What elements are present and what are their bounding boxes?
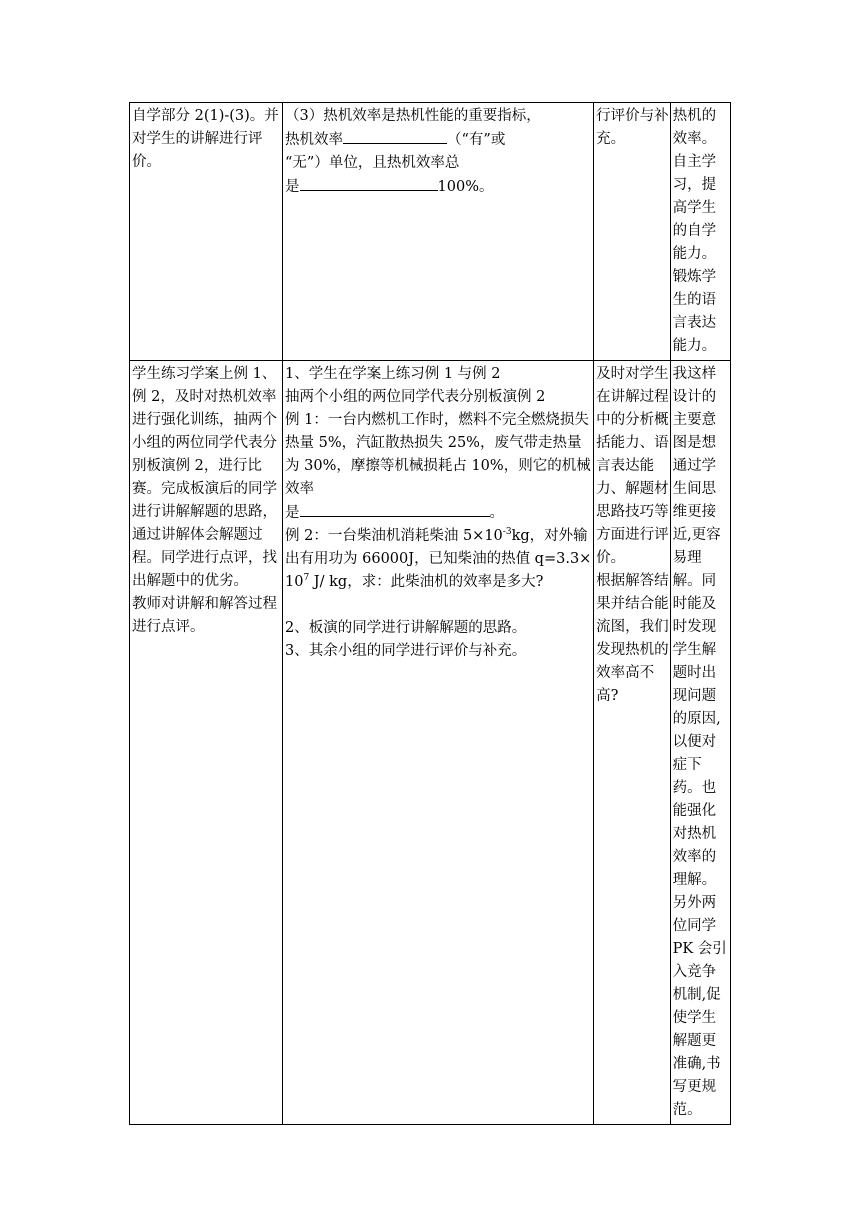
step-3-text: 3、其余小组的同学进行评价与补充。 xyxy=(285,643,527,659)
table-row xyxy=(130,361,731,1125)
evaluation-text: 行评价与补充。 xyxy=(596,108,669,147)
question-3-suffix: 100%。 xyxy=(437,179,494,195)
design-intent-cell xyxy=(670,103,730,361)
answer-blank xyxy=(300,175,438,191)
teacher-activity-text: 教师对讲解和解答过程进行点评。 xyxy=(132,596,277,635)
answer-blank xyxy=(300,501,490,517)
evaluation-cell xyxy=(594,361,671,1125)
evaluation-question: 根据解答结果并结合能流图，我们发现热机的效率高不高? xyxy=(596,573,669,704)
step-1-text: 1、学生在学案上练习例 1 与例 2 xyxy=(285,366,501,382)
question-3-text: （3）热机效率是热机性能的重要指标， xyxy=(285,108,541,124)
step-1-detail: 抽两个小组的两位同学代表分别板演例 2 xyxy=(285,389,546,405)
teacher-activity-text: 自学部分 2(1)-(3)。并对学生的讲解进行评价。 xyxy=(132,108,279,170)
teacher-activity-cell xyxy=(130,103,283,361)
student-activity-cell xyxy=(283,103,594,361)
example-1-text: 例 1：一台内燃机工作时，燃料不完全燃烧损失热量 5%，汽缸散热损失 25%，废气带走热量为 30%，摩擦等机械损耗占 10%，则它的机械效率 xyxy=(285,412,591,497)
example-1-answer-suffix: 。 xyxy=(489,505,505,521)
lesson-plan-table xyxy=(129,102,731,1125)
question-3-suffix: （“有”或 xyxy=(447,132,506,148)
design-intent-text: 热机的效率。自主学习，提高学生的自学能力。锻炼学生的语言表达能力。 xyxy=(672,108,717,354)
evaluation-cell xyxy=(594,103,671,361)
design-intent-text: 我这样设计的主要意图是想通过学生间思维更接近,更容易理解。同时能及时发现学生解题时出现问题的原因,以便对症下药。也能强化对热机效率的理解。另外两位同学 PK 会引入竞争机制,促使学生解题更准确,书写更规范。 xyxy=(672,366,727,1118)
evaluation-text: 及时对学生在讲解过程中的分析概括能力、语言表达能力、解题材思路技巧等方面进行评价。 xyxy=(596,366,669,566)
question-3-continuation: “无”）单位，且热机效率总 xyxy=(285,155,460,171)
answer-blank xyxy=(343,128,447,144)
example-1-answer-prefix: 是 xyxy=(285,505,300,521)
question-3-prefix: 热机效率 xyxy=(285,132,344,148)
step-2-text: 2、板演的同学进行讲解解题的思路。 xyxy=(285,620,527,636)
teacher-activity-cell xyxy=(130,361,283,1125)
student-activity-cell xyxy=(283,361,594,1125)
table-row xyxy=(130,103,731,361)
question-3-prefix: 是 xyxy=(285,179,300,195)
teacher-activity-text: 学生练习学案上例 1、例 2，及时对热机效率进行强化训练，抽两个小组的两位同学代表分别板演例 2，进行比赛。完成板演后的同学进行讲解解题的思路，通过讲解体会解题过程。同学进行点评，找出解题中的优劣。 xyxy=(132,366,277,589)
design-intent-cell xyxy=(670,361,730,1125)
example-2-text: 例 2：一台柴油机消耗柴油 $5\times 10^{-3}kg$，对外输出有用功为 66000J，已知柴油的热值 $q=3.3\times 10^7$ J/ kg，求：此柴油机的效率是多大? xyxy=(285,527,592,590)
